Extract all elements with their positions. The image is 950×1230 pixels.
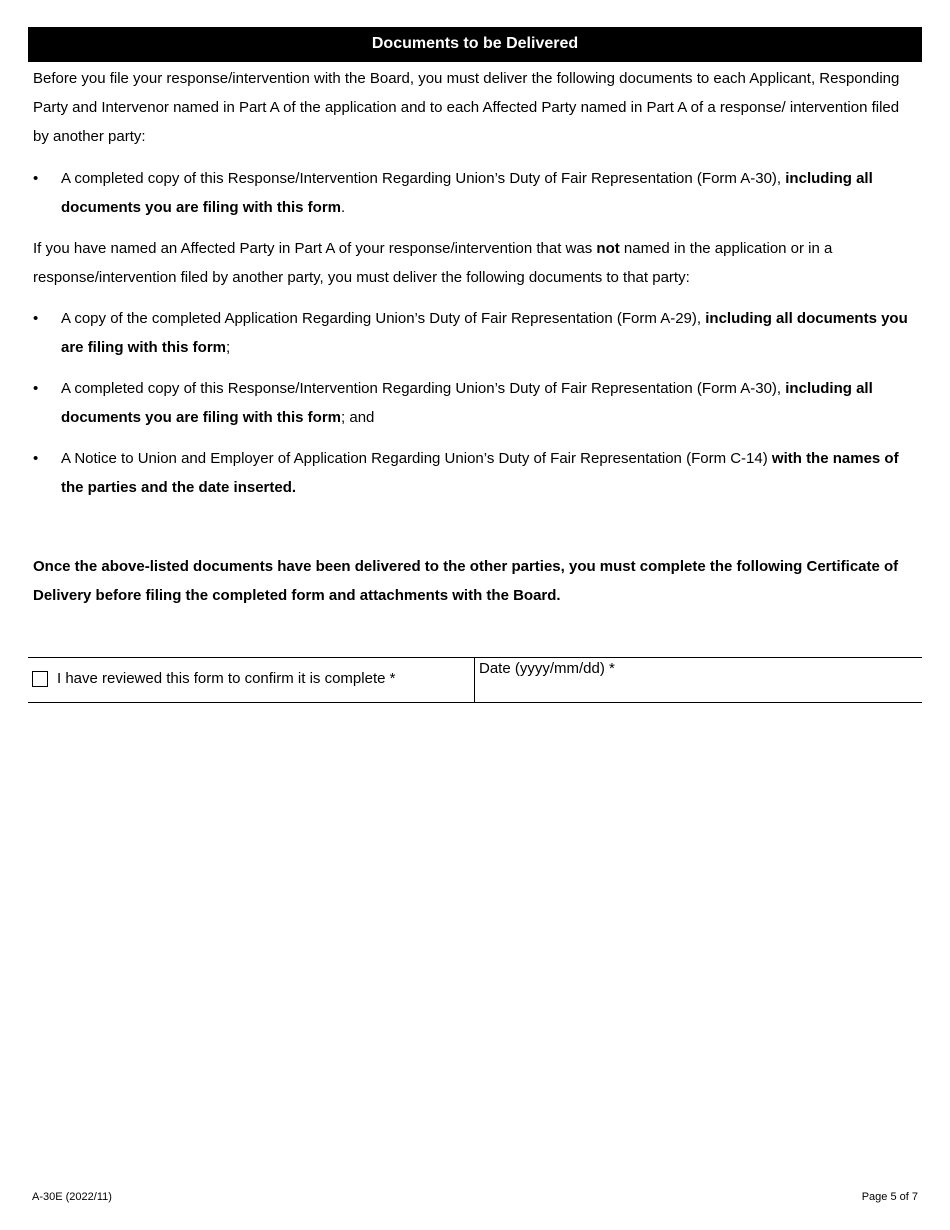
certificate-note: Once the above-listed documents have been delivered to the other parties, you must complete the following Certificate of Delivery before filing the completed form and attachments with the Board. [33,558,899,604]
review-checkbox[interactable] [32,671,48,687]
list-item-text: A completed copy of this Response/Intervention Regarding Union’s Duty of Fair Representation (Form A-30), including all documents you are filing with this form; and [61,380,873,426]
date-field[interactable] [475,658,922,702]
review-checkbox-label: I have reviewed this form to confirm it is complete * [57,670,396,687]
list-item [33,444,918,502]
list-item [33,374,918,432]
intro-paragraph: Before you file your response/intervention with the Board, you must deliver the following documents to each Applicant, Responding Party and Intervenor named in Part A of the application and to each Affected Party named in Part A of a response/ intervention filed by another party: [33,70,900,145]
bullet-icon: • [33,380,39,397]
bullet-icon: • [33,310,39,327]
affected-party-paragraph: If you have named an Affected Party in Part A of your response/intervention that was not named in the application or in a response/intervention filed by another party, you must deliver the following documents to that party: [33,240,833,286]
section-header: Documents to be Delivered [28,27,922,62]
form-code: A-30E (2022/11) [32,1191,112,1203]
review-cell [28,658,475,702]
list-item [33,164,918,222]
list-item-text: A copy of the completed Application Regarding Union’s Duty of Fair Representation (Form A-29), including all documents you are filing with this form; [61,310,908,356]
date-input[interactable] [479,680,915,698]
review-row [28,657,922,703]
bullet-icon: • [33,450,39,467]
date-label: Date (yyyy/mm/dd) * [479,660,615,677]
list-item [33,304,918,362]
list-item-text: A Notice to Union and Employer of Application Regarding Union’s Duty of Fair Representation (Form C-14) with the names of the parties and the date inserted. [61,450,899,496]
bullet-icon: • [33,170,39,187]
list-item-text: A completed copy of this Response/Intervention Regarding Union’s Duty of Fair Representation (Form A-30), including all documents you are filing with this form. [61,170,873,216]
page-number: Page 5 of 7 [861,1191,918,1203]
